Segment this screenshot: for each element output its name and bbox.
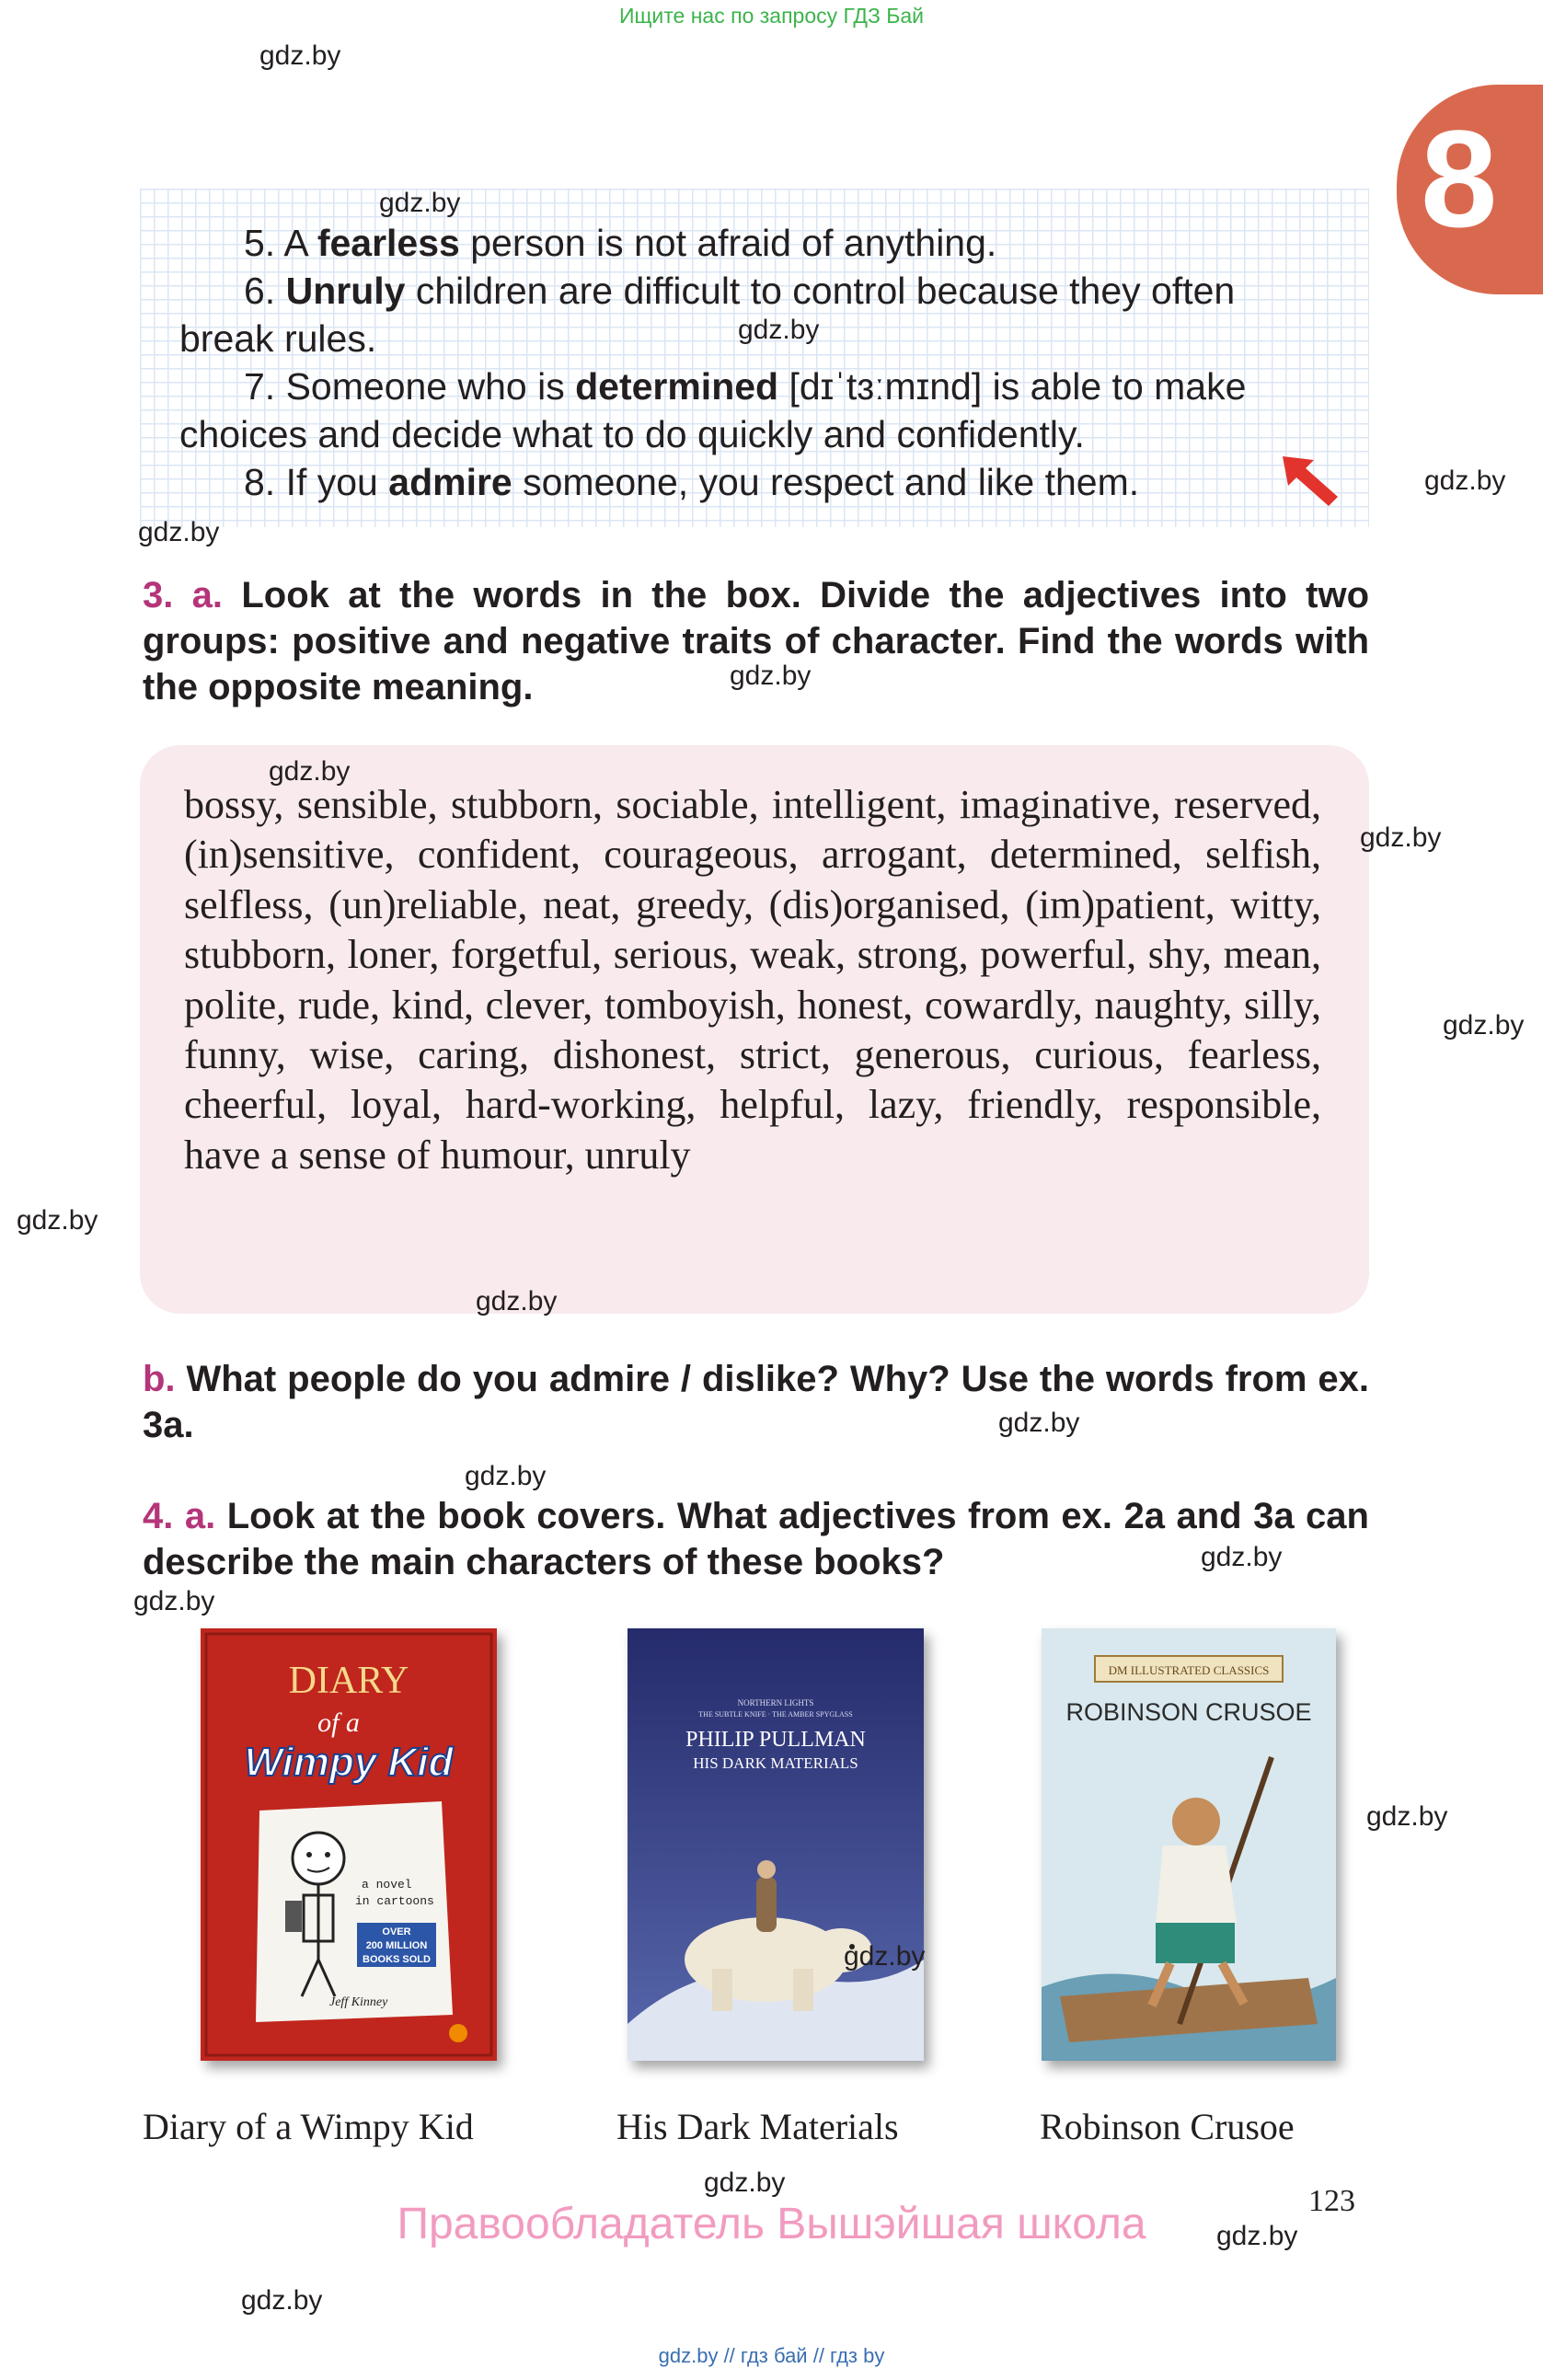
task-4a-number: 4. a. (143, 1496, 216, 1536)
book-cover-diary-of-a-wimpy-kid (201, 1628, 497, 2061)
task-4a: 4. a. Look at the book covers. What adjectives from ex. 2a and 3a can describe the main characters of these books? (143, 1496, 1369, 1582)
caption-book-3: Robinson Crusoe (1040, 2106, 1295, 2147)
cover-title-of-a: of a (317, 1707, 360, 1738)
watermark: gdz.by (1201, 1542, 1283, 1572)
watermark: gdz.by (259, 40, 341, 71)
watermark: gdz.by (465, 1461, 547, 1491)
cover-badge1: OVER (382, 1926, 411, 1937)
watermark: gdz.by (1216, 2221, 1298, 2251)
definition-8: 8. If you admire someone, you respect and like them. (244, 461, 1140, 503)
watermark: gdz.by (1424, 466, 1506, 496)
watermark: gdz.by (138, 517, 220, 547)
watermark: gdz.by (1360, 822, 1442, 853)
cover-top2: THE SUBTLE KNIFE · THE AMBER SPYGLASS (698, 1710, 853, 1719)
watermark: gdz.by (379, 188, 461, 218)
definition-5: 5. A fearless person is not afraid of anything. (244, 222, 997, 264)
watermark: gdz.by (704, 2167, 786, 2198)
watermark: gdz.by (133, 1586, 215, 1616)
watermark: gdz.by (730, 661, 812, 691)
task-3b-number: b. (143, 1359, 176, 1399)
caption-book-1: Diary of a Wimpy Kid (143, 2106, 474, 2147)
unit-number-tab (1397, 85, 1543, 294)
cover-title: ROBINSON CRUSOE (1065, 1698, 1312, 1726)
watermark: gdz.by (998, 1408, 1080, 1438)
watermark: gdz.by (269, 756, 351, 787)
task-3a: 3. a. Look at the words in the box. Divide the adjectives into two groups: positive and negative traits of character. Find the words with the opposite meaning. (143, 575, 1369, 707)
definition-7: 7. Someone who is determined [dɪˈtɜːmɪnd] is able to make (244, 365, 1247, 408)
definition-6-continued: break rules. (179, 317, 377, 360)
crusoe-figure-icon (1172, 1798, 1220, 1845)
unit-number: 8 (1421, 101, 1498, 256)
cover-badge3: BOOKS SOLD (363, 1954, 431, 1965)
watermark: gdz.by (241, 2285, 323, 2316)
watermark: gdz.by (738, 315, 820, 345)
cover-author: PHILIP PULLMAN (685, 1728, 866, 1752)
top-search-note: Ищите нас по запросу ГДЗ Бай (618, 4, 925, 28)
cover-author: Jeff Kinney (329, 1995, 388, 2009)
cover-series: DM ILLUSTRATED CLASSICS (1108, 1663, 1270, 1677)
cover-sub2: in cartoons (355, 1894, 434, 1908)
rider-figure-icon (756, 1877, 777, 1932)
red-arrow-icon (1281, 454, 1340, 506)
publisher-logo-icon (449, 2024, 467, 2042)
cover-title-diary: DIARY (288, 1660, 409, 1702)
caption-book-2: His Dark Materials (616, 2106, 899, 2147)
cover-top1: NORTHERN LIGHTS (737, 1698, 814, 1707)
book-cover-his-dark-materials (628, 1628, 924, 2061)
book-cover-robinson-crusoe (1042, 1628, 1336, 2061)
cover-sub1: a novel (362, 1878, 412, 1891)
word-box-text: bossy, sensible, stubborn, sociable, intelligent, imaginative, reserved, (in)sensitive, confident, courageous, arrogant, determined, selfish, selfless, (un)reliable, neat, greedy, (dis)organised, (im)patient, witty, stubborn, loner, forgetful, serious, weak, strong, powerful, shy, mean, polite, rude, kind, clever, tomboyish, honest, cowardly, naughty, silly, funny, wise, caring, dishonest, strict, generous, curious, fearless, cheerful, loyal, hard-working, helpful, lazy, friendly, responsible, have a sense of humour, unruly (184, 782, 1321, 1178)
watermark: gdz.by (1443, 1010, 1525, 1041)
definition-7-continued: choices and decide what to do quickly and confidently. (179, 413, 1085, 455)
task-3b: b. What people do you admire / dislike? Why? Use the words from ex. 3a. (143, 1359, 1369, 1445)
rights-holder: Правообладатель Вышэйшая школа (397, 2200, 1146, 2248)
watermark: gdz.by (17, 1205, 98, 1236)
task-3a-number: 3. a. (143, 575, 224, 615)
definition-6: 6. Unruly children are difficult to control because they often (244, 270, 1236, 312)
cover-title: HIS DARK MATERIALS (693, 1754, 858, 1772)
footer-note: gdz.by // гдз бай // гдз by (658, 2344, 885, 2367)
page-number: 123 (1308, 2184, 1355, 2218)
watermark: gdz.by (1366, 1801, 1448, 1832)
watermark: gdz.by (844, 1941, 926, 1972)
cover-badge2: 200 MILLION (365, 1940, 428, 1951)
watermark: gdz.by (476, 1286, 558, 1316)
cover-title-wimpy-kid: Wimpy Kid (244, 1740, 454, 1785)
